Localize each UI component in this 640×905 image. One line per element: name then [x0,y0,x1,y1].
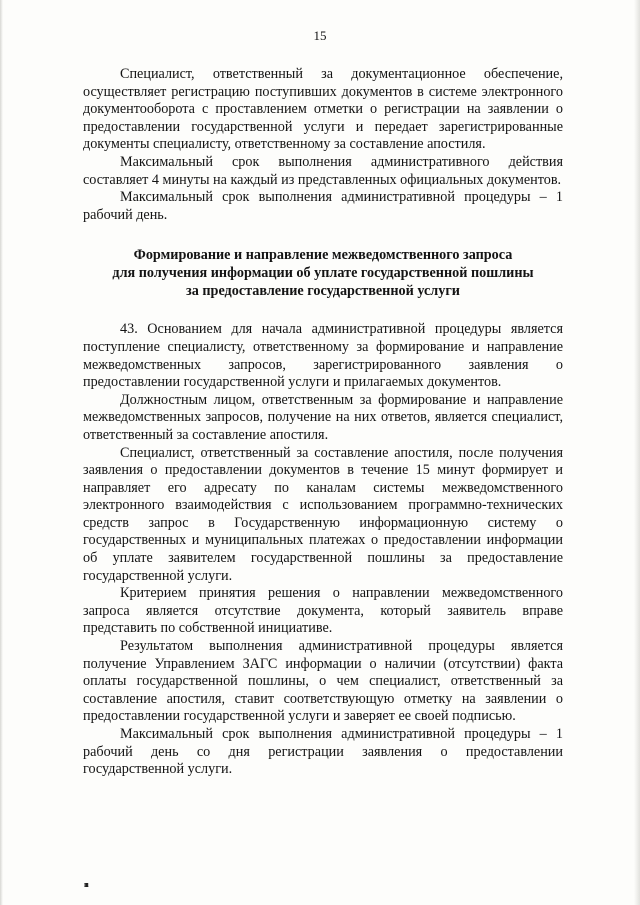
paragraph-action-deadline: Максимальный срок выполнения административного действия составляет 4 минуты на каждый из представленных официальных документов. [83,153,563,188]
heading-line-3: за предоставление государственной услуги [186,283,460,300]
heading-line-2: для получения информации об уплате государственной пошлины [112,265,534,282]
paragraph-43-basis: 43. Основанием для начала административной процедуры является поступление специалисту, ответственному за формирование и направление межведомственных запросов, зарегистрированного заявления о предоставлении государственной услуги и прилагаемых документов. [83,321,563,391]
section-heading [83,246,563,300]
paragraph-request-formation: Специалист, ответственный за составление апостиля, после получения заявления о предоставлении документов в течение 15 минут формирует и направляет его адресату по каналам системы межведомственного электронного взаимодействия с использованием программно-технических средств запрос в Государственную информационную систему о государственных и муниципальных платежах о предоставлении информации об уплате заявителем государственной пошлины за предоставление государственной услуги. [83,444,563,584]
paragraph-procedure-deadline: Максимальный срок выполнения административной процедуры – 1 рабочий день. [83,189,563,223]
document-body [83,66,563,779]
paragraph-registration: Специалист, ответственный за документационное обеспечение, осуществляет регистрацию поступивших документов в системе электронного документооборота с проставлением отметки о регистрации на заявлении о предоставлении государственной услуги и передает зарегистрированные документы специалисту, ответственному за составление апостиля. [83,66,563,153]
scan-edge-right [634,0,640,905]
paragraph-final-deadline: Максимальный срок выполнения административной процедуры – 1 рабочий день со дня регистрации заявления о предоставлении государственной услуги. [83,726,563,778]
paragraph-decision-criterion: Критерием принятия решения о направлении межведомственного запроса является отсутствие документа, который заявитель вправе представить по собственной инициативе. [83,585,563,637]
paragraph-result: Результатом выполнения административной процедуры является получение Управлением ЗАГС информации о наличии (отсутствии) факта оплаты государственной пошлины, о чем специалист, ответственный за составление апостиля, ставит соответствующую отметку на заявлении о предоставлении государственной услуги и заверяет ее своей подписью. [83,638,563,725]
page-number: 15 [313,28,327,43]
paragraph-responsible-official: Должностным лицом, ответственным за формирование и направление межведомственных запросов, получение на них ответов, является специалист, ответственный за составление апостиля. [83,391,563,443]
heading-line-1: Формирование и направление межведомственного запроса [133,247,513,264]
scan-edge-left [0,0,3,905]
scan-mark: ııı [84,880,88,889]
